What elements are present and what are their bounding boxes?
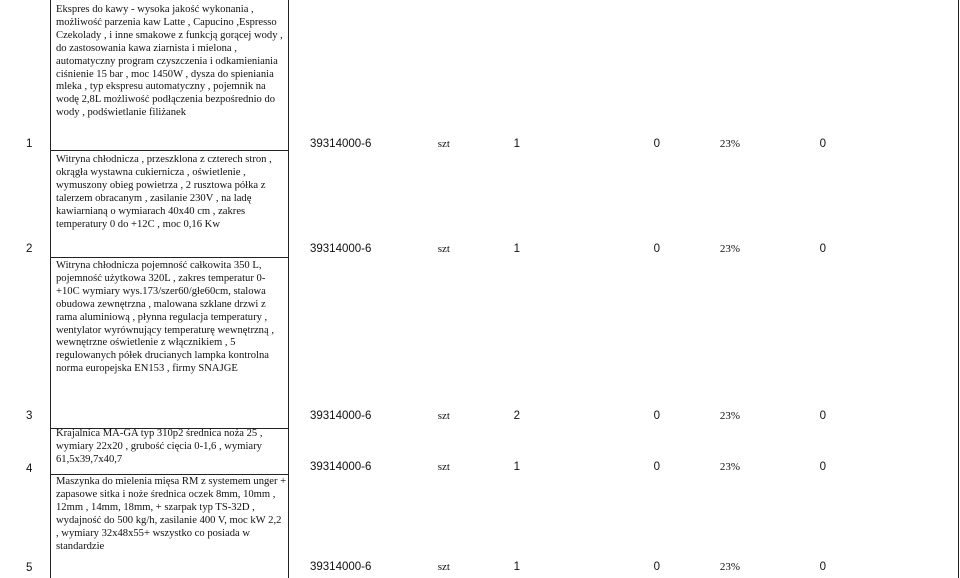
- row-value: 0: [819, 561, 826, 573]
- cpv-code: 39314000-6: [310, 561, 372, 573]
- quantity: 1: [513, 243, 520, 255]
- row-number: 1: [26, 138, 33, 150]
- item-description-intro: Ekspres do kawy - wysoka jakość wykonania , możliwość parzenia kaw Latte , Capucino ,Espresso Czekolady , i inne smakowe z funkcją gorącej wody , do zastosowania kawa ziarnista i mielona , automatyczny program czyszczenia i odkamieniania ciśnienie 15 bar , moc 1450W , dysza do spieniania mleka , typ ekspresu automatyczny , pojemnik na wodę 2,8L możliwość podłączenia bezpośrednio do wody , podświetlanie filiżanek: [56, 4, 283, 119]
- row-number: 3: [26, 410, 33, 422]
- unit: szt: [437, 461, 450, 473]
- unit-price: 0: [653, 561, 660, 573]
- vat-rate: 23%: [719, 461, 740, 473]
- row-divider-4: [50, 474, 288, 475]
- unit: szt: [437, 138, 450, 150]
- cpv-code: 39314000-6: [310, 461, 372, 473]
- row-value: 0: [819, 410, 826, 422]
- row-value: 0: [819, 138, 826, 150]
- row-value: 0: [819, 243, 826, 255]
- cpv-code: 39314000-6: [310, 138, 372, 150]
- vat-rate: 23%: [719, 243, 740, 255]
- row-divider-2: [50, 257, 288, 258]
- vat-rate: 23%: [719, 410, 740, 422]
- grid-line-description: [288, 0, 289, 578]
- cpv-code: 39314000-6: [310, 410, 372, 422]
- grid-line-right: [958, 0, 959, 578]
- item-description-2: Witryna chłodnicza pojemność całkowita 350 L, pojemność użytkowa 320L , zakres temperatur 0- +10C wymiary wys.173/szer60/głe60cm, stalowa obudowa zewnętrzna , malowana szklane drzwi z rama aluminiową , płynna regulacja temperatury , wentylator wyrównujący temperaturę wewnętrzną , wewnętrzne oświetlenie z włącznikiem , 5 regulowanych półek drucianych lampka kontrolna norma europejska EN153 , firmy SNAJGE: [56, 260, 274, 375]
- cpv-code: 39314000-6: [310, 243, 372, 255]
- item-description-3: Krajalnica MA-GA typ 310p2 średnica noża 25 , wymiary 22x20 , grubość cięcia 0-1,6 , wymiary 61,5x39,7x40,7: [56, 428, 263, 465]
- quantity: 1: [513, 138, 520, 150]
- row-divider-1: [50, 150, 288, 151]
- unit: szt: [437, 561, 450, 573]
- row-number: 2: [26, 243, 33, 255]
- vat-rate: 23%: [719, 561, 740, 573]
- item-description-1: Witryna chłodnicza , przeszklona z czterech stron , okrągła wystawna cukiernicza , oświetlenie , wymuszony obieg powietrza , 2 rusztowa półka z talerzem obracanym , zasilanie 230V , na ladę kawiarnianą o wymiarach 40x40 cm , zakres temperatury 0 do +12C , moc 0,16 Kw: [56, 154, 272, 230]
- unit-price: 0: [653, 461, 660, 473]
- unit-price: 0: [653, 410, 660, 422]
- unit: szt: [437, 410, 450, 422]
- unit-price: 0: [653, 138, 660, 150]
- quantity: 2: [513, 410, 520, 422]
- row-number: 5: [26, 562, 33, 574]
- unit-price: 0: [653, 243, 660, 255]
- row-value: 0: [819, 461, 826, 473]
- grid-line-left: [50, 0, 51, 578]
- quantity: 1: [513, 461, 520, 473]
- item-description-4: Maszynka do mielenia mięsa RM z systemem unger + zapasowe sitka i noże średnica oczek 8mm, 10mm , 12mm , 14mm, 18mm, + szarpak typ TS-32D , wydajność do 500 kg/h, zasilanie 400 V, moc kW 2,2 , wymiary 32x48x55+ wszystko co posiada w standardzie: [56, 476, 287, 552]
- quantity: 1: [513, 561, 520, 573]
- vat-rate: 23%: [719, 138, 740, 150]
- unit: szt: [437, 243, 450, 255]
- row-number: 4: [26, 463, 33, 475]
